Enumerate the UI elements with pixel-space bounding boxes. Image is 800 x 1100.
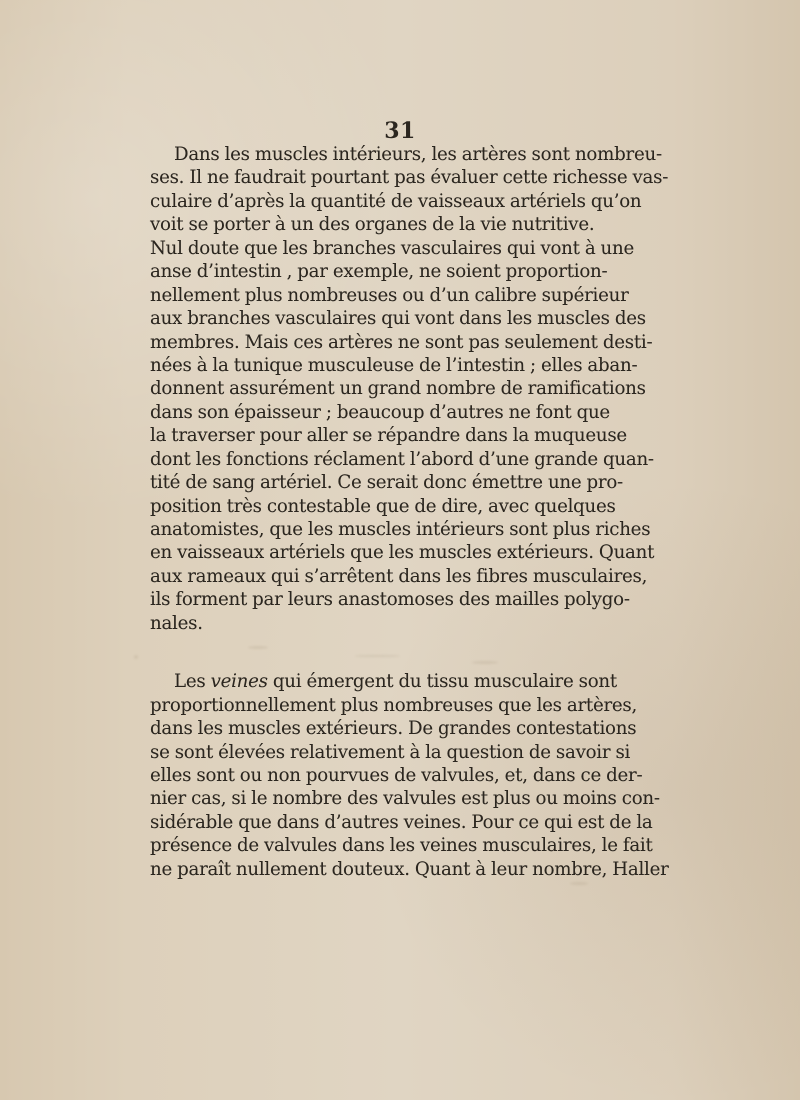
page-number: 31 [384,118,416,144]
text-line: tité de sang artériel. Ce serait donc émettre une pro- [150,472,623,494]
text-line: voit se porter à un des organes de la vie nutritive. [150,214,595,236]
text-fragment: qui émergent du tissu musculaire sont [272,671,617,693]
text-line: sidérable que dans d’autres veines. Pour ce qui est de la [150,811,653,833]
text-line [150,670,617,693]
text-line: présence de valvules dans les veines musculaires, le fait [150,835,653,857]
paper-stain [134,655,138,659]
text-line: ses. Il ne faudrait pourtant pas évaluer cette richesse vas- [150,167,669,189]
text-line: nellement plus nombreuses ou d’un calibre supérieur [150,284,629,306]
text-line: Dans les muscles intérieurs, les artères sont nombreu- [174,144,662,165]
text-line: dont les fonctions réclament l’abord d’une grande quan- [150,448,654,470]
text-line: culaire d’après la quantité de vaisseaux artériels qu’on [150,190,642,212]
paper-stain [570,882,588,885]
text-line: Nul doute que les branches vasculaires qui vont à une [150,237,634,259]
text-line: la traverser pour aller se répandre dans la muqueuse [150,425,627,447]
text-line: dans les muscles extérieurs. De grandes contestations [150,718,637,740]
text-line: position très contestable que de dire, avec quelques [150,495,616,517]
text-line: aux rameaux qui s’arrêtent dans les fibres musculaires, [150,565,648,587]
text-line: ils forment par leurs anastomoses des mailles polygo- [150,589,630,611]
text-fragment: Les [174,671,206,693]
text-line: anatomistes, que les muscles intérieurs sont plus riches [150,519,651,540]
emphasized-word: veines [210,671,268,693]
paragraph-veins [150,670,669,881]
paragraph-arteries [150,143,669,635]
text-line: en vaisseaux artériels que les muscles extérieurs. Quant [150,542,655,564]
page-body [150,143,669,881]
text-line: dans son épaisseur ; beaucoup d’autres ne font que [150,401,610,423]
text-line: membres. Mais ces artères ne sont pas seulement desti- [150,331,653,353]
text-line: ne paraît nullement douteux. Quant à leur nombre, Haller [150,858,669,880]
text-line: nier cas, si le nombre des valvules est plus ou moins con- [150,788,660,810]
text-line: aux branches vasculaires qui vont dans les muscles des [150,308,646,330]
text-line: nales. [150,612,203,634]
text-line: donnent assurément un grand nombre de ramifications [150,378,646,400]
text-line: proportionnellement plus nombreuses que les artères, [150,694,638,716]
text-line: se sont élevées relativement à la question de savoir si [150,741,631,763]
text-line: anse d’intestin , par exemple, ne soient proportion- [150,261,608,283]
text-line: elles sont ou non pourvues de valvules, et, dans ce der- [150,764,643,786]
text-line: nées à la tunique musculeuse de l’intestin ; elles aban- [150,354,638,376]
